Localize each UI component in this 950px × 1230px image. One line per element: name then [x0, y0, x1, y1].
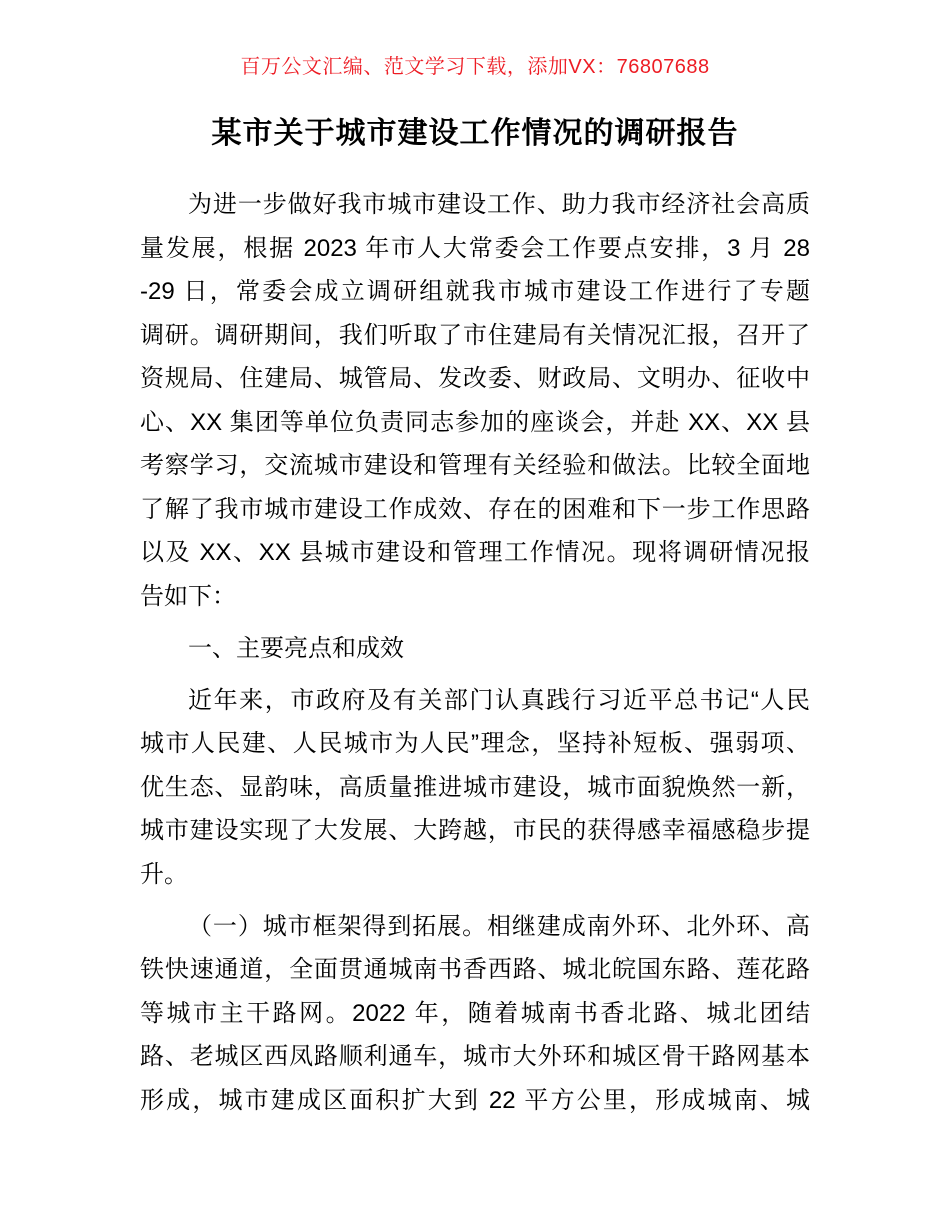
- text-line: 为进一步做好我市城市建设工作、助力我市经济社会高质: [188, 191, 810, 218]
- promo-banner-text: 百万公文汇编、范文学习下载，添加VX：76807688: [240, 56, 710, 78]
- paragraph-city-framework: [140, 905, 810, 1123]
- text-line: 资规局、住建局、城管局、发改委、财政局、文明办、征收中: [140, 365, 810, 392]
- text-line: 铁快速通道，全面贯通城南书香西路、城北皖国东路、莲花路: [140, 956, 810, 983]
- text-line: 调研。调研期间，我们听取了市住建局有关情况汇报，召开了: [140, 321, 810, 349]
- text-line: 考察学习，交流城市建设和管理有关经验和做法。比较全面地: [140, 452, 810, 479]
- paragraph-intro: [140, 183, 810, 618]
- text-line: 路、老城区西凤路顺利通车，城市大外环和城区骨干路网基本: [140, 1043, 810, 1070]
- text-line: 量发展，根据 2023 年市人大常委会工作要点安排，3 月 28: [140, 234, 810, 262]
- text-line: 优生态、显韵味，高质量推进城市建设，城市面貌焕然一新，: [140, 773, 810, 801]
- section-heading-text: 一、主要亮点和成效: [188, 634, 404, 662]
- text-line: 近年来，市政府及有关部门认真践行习近平总书记“人民: [188, 686, 810, 714]
- promo-banner: [0, 53, 950, 81]
- text-line: 以及 XX、XX 县城市建设和管理工作情况。现将调研情况报: [140, 539, 810, 566]
- document-title: 某市关于城市建设工作情况的调研报告: [211, 117, 739, 150]
- section-heading-1: [140, 627, 810, 671]
- text-line: 心、XX 集团等单位负责同志参加的座谈会，并赴 XX、XX 县: [140, 408, 810, 436]
- text-line: 了解了我市城市建设工作成效、存在的困难和下一步工作思路: [140, 495, 810, 523]
- document-body: [140, 183, 810, 1122]
- text-line: （一）城市框架得到拓展。相继建成南外环、北外环、高: [188, 912, 810, 940]
- paragraph-achievements: [140, 679, 810, 897]
- text-line: 升。: [140, 860, 188, 888]
- text-line: 等城市主干路网。2022 年，随着城南书香北路、城北团结: [140, 999, 810, 1027]
- text-line: 告如下：: [140, 582, 236, 610]
- text-line: 城市人民建、人民城市为人民”理念，坚持补短板、强弱项、: [140, 730, 810, 757]
- text-line: 城市建设实现了大发展、大跨越，市民的获得感幸福感稳步提: [140, 817, 810, 844]
- text-line: 形成，城市建成区面积扩大到 22 平方公里，形成城南、城: [140, 1086, 810, 1114]
- text-line: -29 日，常委会成立调研组就我市城市建设工作进行了专题: [140, 278, 810, 305]
